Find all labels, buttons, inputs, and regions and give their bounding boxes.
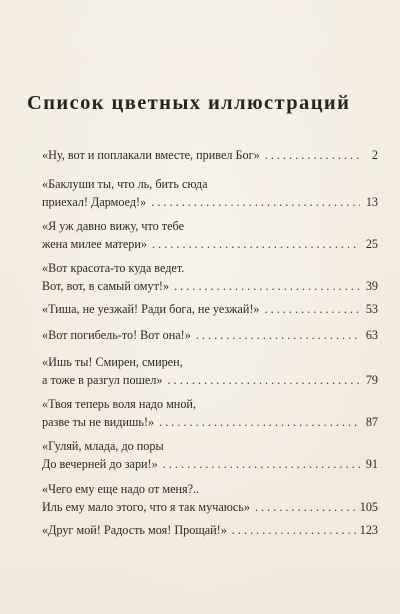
toc-entry-caption: «Друг мой! Радость моя! Прощай!» bbox=[42, 523, 227, 537]
toc-page-number: 2 bbox=[371, 148, 378, 162]
dot-leader bbox=[196, 326, 360, 344]
toc-entry bbox=[42, 521, 378, 539]
toc-entry-caption: «Твоя теперь воля надо мной, bbox=[42, 397, 196, 411]
toc-entry bbox=[42, 437, 378, 473]
toc-entry bbox=[42, 326, 378, 344]
toc-page-number: 25 bbox=[365, 237, 378, 251]
toc-entry-line bbox=[42, 498, 378, 516]
dot-leader bbox=[265, 300, 361, 318]
dot-leader bbox=[159, 413, 360, 431]
toc-entry bbox=[42, 353, 378, 389]
toc-entry-caption: «Чего ему еще надо от меня?.. bbox=[42, 482, 200, 496]
toc-page-number: 79 bbox=[365, 373, 378, 387]
toc-entry bbox=[42, 217, 378, 253]
toc-entry-line bbox=[42, 235, 378, 253]
toc-entry-caption: жена милее матери» bbox=[42, 237, 147, 251]
dot-leader bbox=[174, 277, 360, 295]
toc-entry-line bbox=[42, 480, 378, 498]
toc-entry-line bbox=[42, 193, 378, 211]
dot-leader bbox=[168, 371, 360, 389]
toc-entry-caption: разве ты не видишь!» bbox=[42, 415, 155, 429]
toc-page-number: 105 bbox=[359, 500, 378, 514]
toc-entry bbox=[42, 480, 378, 516]
toc-entry-caption: «Ишь ты! Смирен, смирен, bbox=[42, 355, 183, 369]
toc-entry bbox=[42, 300, 378, 318]
toc-entry-caption: До вечерней до зари!» bbox=[42, 457, 158, 471]
toc-entry-caption: Вот, вот, в самый омут!» bbox=[42, 279, 170, 293]
dot-leader bbox=[265, 146, 360, 164]
toc-entry-line bbox=[42, 217, 378, 235]
toc-entry-line bbox=[42, 395, 378, 413]
toc-entry-line bbox=[42, 455, 378, 473]
toc-entry-line bbox=[42, 259, 378, 277]
toc-entry bbox=[42, 395, 378, 431]
toc-entry bbox=[42, 175, 378, 211]
toc-entry-caption: «Вот погибель-то! Вот она!» bbox=[42, 328, 191, 342]
toc-entry-line bbox=[42, 326, 378, 344]
toc-entry-line bbox=[42, 146, 378, 164]
toc-entry-caption: приехал! Дармоед!» bbox=[42, 195, 147, 209]
toc-page-number: 63 bbox=[365, 328, 378, 342]
toc-entry-line bbox=[42, 521, 378, 539]
toc-page-number: 13 bbox=[365, 195, 378, 209]
toc-entry-caption: «Я уж давно вижу, что тебе bbox=[42, 219, 184, 233]
toc-entry-line bbox=[42, 353, 378, 371]
toc-entry-line bbox=[42, 300, 378, 318]
toc-entry-caption: «Баклуши ты, что ль, бить сюда bbox=[42, 177, 208, 191]
toc-entry-caption: Иль ему мало этого, что я так мучаюсь» bbox=[42, 500, 250, 514]
dot-leader bbox=[151, 193, 360, 211]
toc-entry-line bbox=[42, 371, 378, 389]
toc-entry-line bbox=[42, 175, 378, 193]
toc-entry-caption: «Тиша, не уезжай! Ради бога, не уезжай!» bbox=[42, 302, 260, 316]
toc-entry bbox=[42, 259, 378, 295]
toc-entry-caption: «Гуляй, млада, до поры bbox=[42, 439, 164, 453]
toc-entry-line bbox=[42, 413, 378, 431]
toc-page-number: 91 bbox=[365, 457, 378, 471]
toc-entry-caption: «Ну, вот и поплакали вместе, привел Бог» bbox=[42, 148, 260, 162]
toc-entry-line bbox=[42, 277, 378, 295]
toc-page-number: 39 bbox=[365, 279, 378, 293]
toc-entry bbox=[42, 146, 378, 164]
page-title: Список цветных иллюстраций bbox=[27, 92, 351, 114]
dot-leader bbox=[152, 235, 360, 253]
toc-page-number: 87 bbox=[365, 415, 378, 429]
toc-page-number: 123 bbox=[359, 523, 378, 537]
toc-page-number: 53 bbox=[365, 302, 378, 316]
toc-entry-caption: а тоже в разгул пошел» bbox=[42, 373, 163, 387]
dot-leader bbox=[232, 521, 356, 539]
dot-leader bbox=[255, 498, 356, 516]
dot-leader bbox=[163, 455, 360, 473]
toc-entry-caption: «Вот красота-то куда ведет. bbox=[42, 261, 185, 275]
toc-entry-line bbox=[42, 437, 378, 455]
